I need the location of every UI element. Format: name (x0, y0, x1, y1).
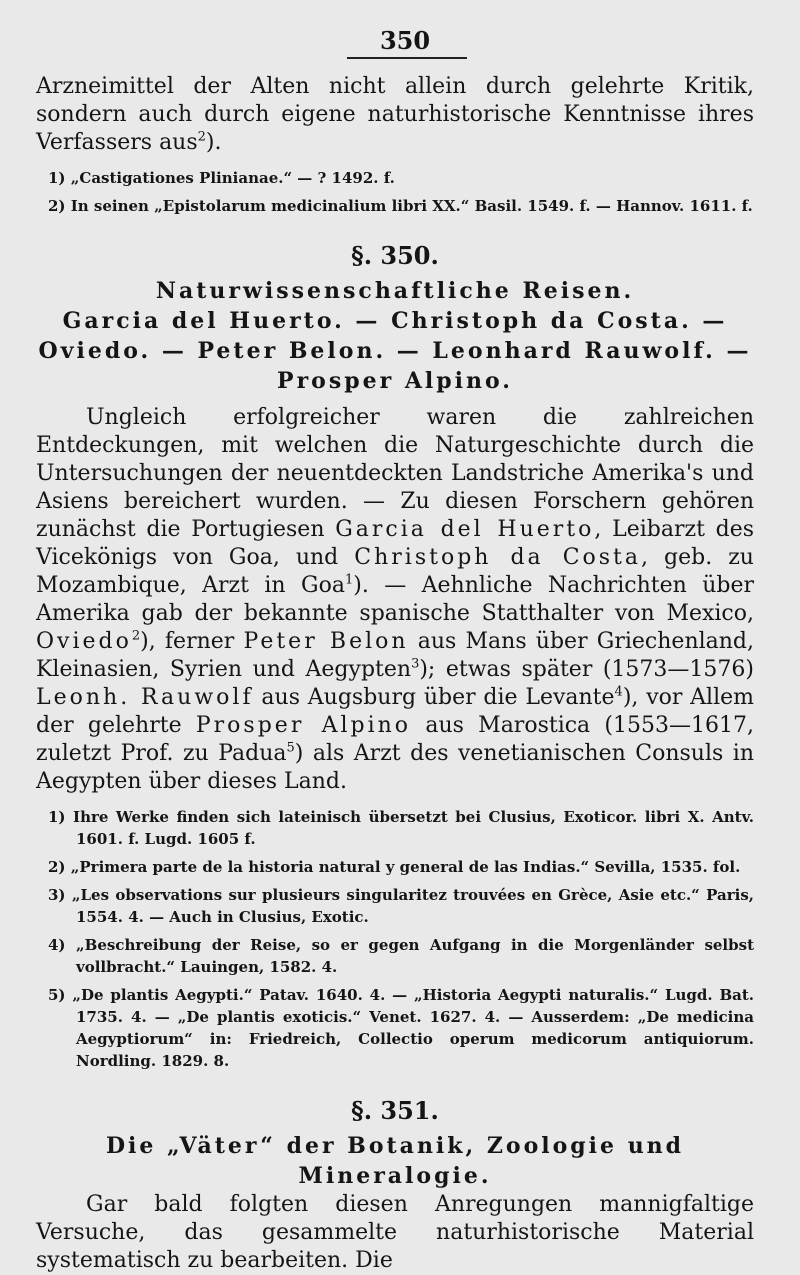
section-subtitle: Garcia del Huerto. — Christoph da Costa. — Oviedo. — Peter Belon. — Leonhard Rauwolf. — Prosper Alpino. (38, 308, 752, 394)
footnote-ref: 4 (614, 684, 623, 700)
body-text: ) als Arzt des venetianischen Consuls in Aegypten über dieses Land. (36, 741, 754, 794)
person-name: Garcia del Huerto (335, 517, 595, 542)
body-footnotes (36, 806, 754, 1072)
section-number: §. 351. (351, 1096, 439, 1125)
footnote: 1) „Castigationes Plinianae.“ — ? 1492. f. (48, 169, 395, 187)
footnote: 3) „Les observations sur plusieurs singularitez trouvées en Grèce, Asie etc.“ Paris, 1554. 4. — Auch in Clusius, Exotic. (48, 886, 754, 926)
intro-end: ). (205, 130, 222, 155)
person-name: Christoph da Costa (354, 545, 642, 570)
page-number-rule (347, 57, 467, 59)
body-text: aus Mans über Griechenland, Kleinasien, Syrien und Aegypten (36, 629, 755, 682)
footnote-ref: 3 (411, 656, 420, 672)
body-text: aus Augsburg über die Levante (261, 685, 615, 710)
person-name: Prosper Alpino (195, 713, 412, 738)
footnote: 5) „De plantis Aegypti.“ Patav. 1640. 4. — „Historia Aegypti naturalis.“ Lugd. Bat. 1735. 4. — „De plantis exoticis.“ Venet. 1627. 4. — Ausserdem: „De medicina Aegyptiorum“ in: Friedreich, Collectio operum medicorum antiquiorum. Nordling. 1829. 8. (48, 986, 754, 1070)
body-text: ), vor Allem der gelehrte (36, 685, 755, 738)
intro-footnotes (36, 167, 754, 217)
body-paragraph: Gar bald folgten diesen Anregungen mannigfaltige Versuche, das gesammelte naturhistorische Material systematisch zu bearbeiten. Die (36, 1192, 754, 1273)
person-name: Leonh. Rauwolf (36, 685, 254, 710)
body-text: Ungleich erfolgreicher waren die zahlreichen Entdeckungen, mit welchen die Naturgeschichte durch die Untersuchungen der neuentdeckten Landstriche Amerika's und Asiens bereichert wurden. — Zu diesen Forschern gehören zunächst die Portugiesen (36, 405, 754, 542)
footnote-ref: 2 (131, 628, 141, 644)
body-text: , Leibarzt des Vicekönigs von Goa, und (36, 517, 754, 570)
body-paragraph (36, 404, 754, 796)
footnote: 2) „Primera parte de la historia natural y general de las Indias.“ Sevilla, 1535. fol. (48, 858, 741, 876)
body-text: , geb. zu Mozambique, Arzt in Goa (36, 545, 754, 598)
person-name: Peter Belon (243, 629, 409, 654)
person-name: Oviedo (36, 629, 132, 654)
section-title: Die „Väter“ der Botanik, Zoologie und Mineralogie. (105, 1133, 685, 1189)
body-text: ); etwas später (1573—1576) (419, 657, 754, 682)
footnote-ref: 5 (286, 740, 295, 756)
footnote: 2) In seinen „Epistolarum medicinalium libri XX.“ Basil. 1549. f. — Hannov. 1611. f. (48, 197, 753, 215)
footnote-ref: 1 (344, 572, 354, 588)
intro-text: Arzneimittel der Alten nicht allein durch gelehrte Kritik, sondern auch durch eigene naturhistorische Kenntnisse ihres Verfassers aus (36, 74, 754, 155)
body-text: aus Marostica (1553—1617, zuletzt Prof. zu Padua (36, 713, 754, 766)
section-title: Naturwissenschaftliche Reisen. (155, 278, 635, 304)
intro-paragraph (36, 73, 754, 157)
body-text: ). — Aehnliche Nachrichten über Amerika gab der bekannte spanische Statthalter von Mexico, (36, 573, 755, 626)
page-number: 350 (379, 26, 431, 55)
footnote: 1) Ihre Werke finden sich lateinisch übersetzt bei Clusius, Exoticor. libri X. Antv. 1601. f. Lugd. 1605 f. (48, 808, 754, 848)
footnote-ref: 2 (197, 129, 206, 145)
footnote: 4) „Beschreibung der Reise, so er gegen Aufgang in die Morgenländer selbst vollbracht.“ Lauingen, 1582. 4. (48, 936, 754, 976)
section-number: §. 350. (351, 241, 439, 270)
body-text: ), ferner (140, 629, 235, 654)
